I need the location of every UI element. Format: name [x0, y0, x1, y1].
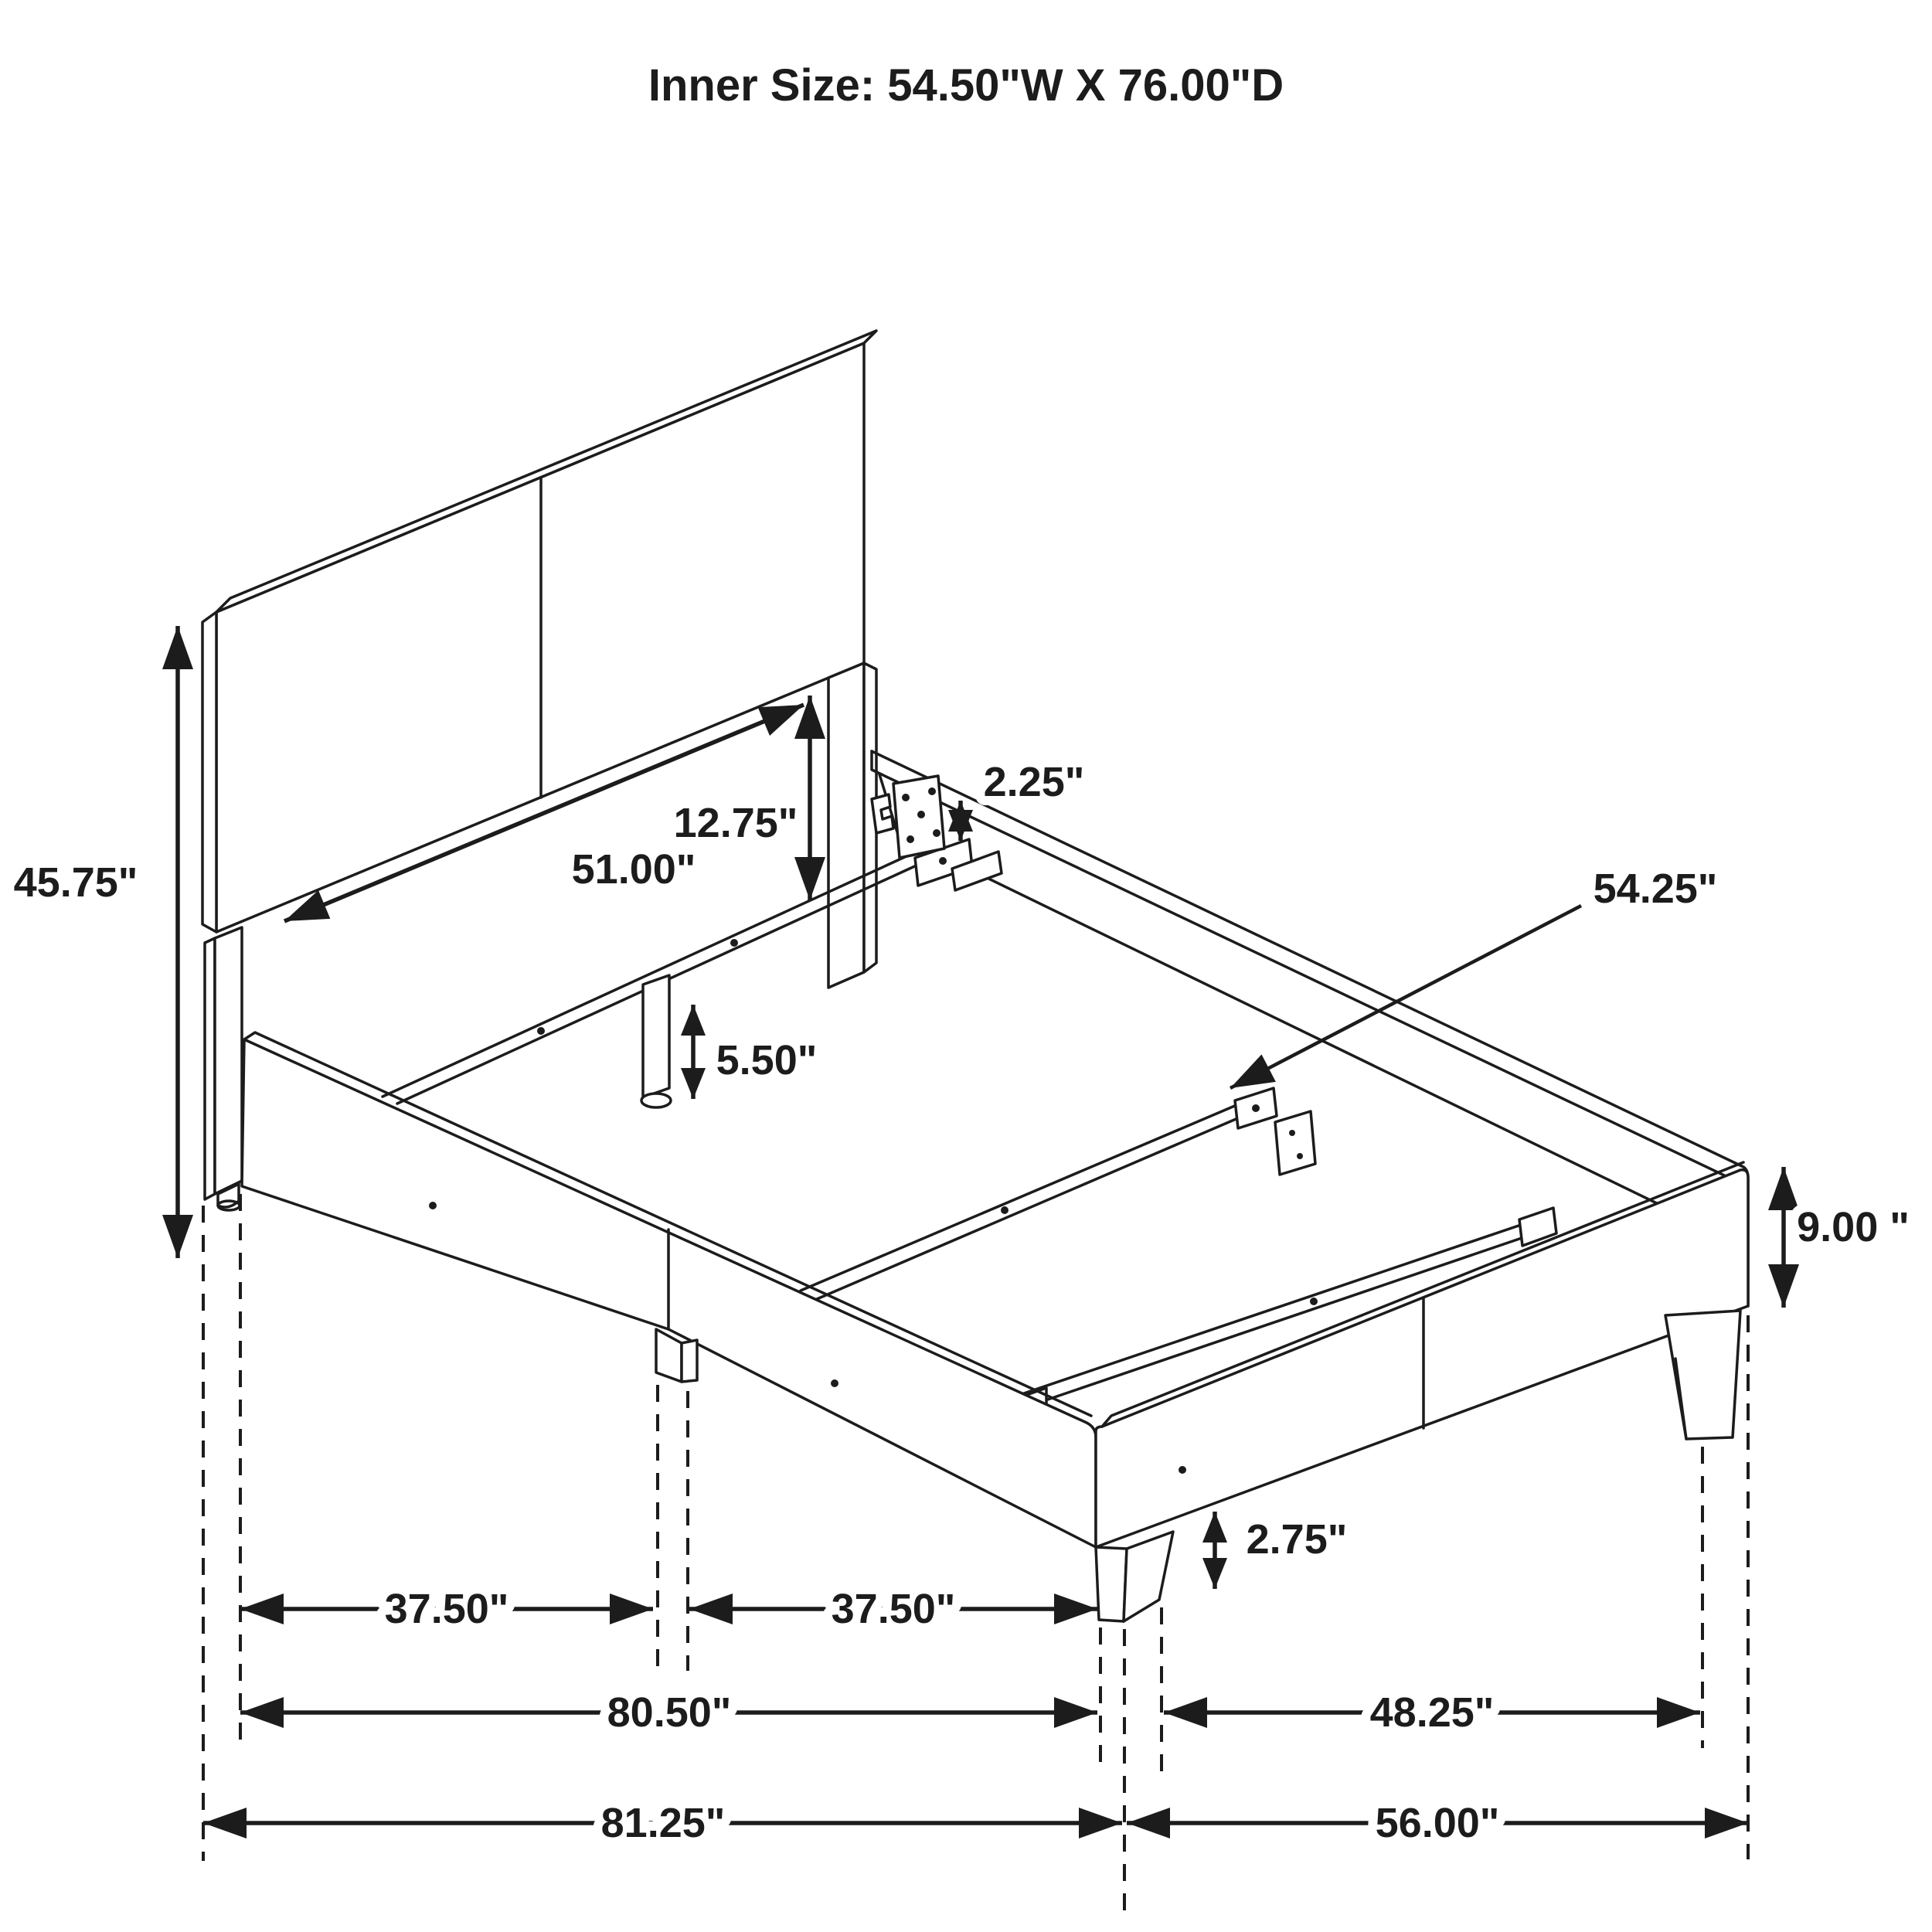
side-rail-hole-1	[429, 1202, 437, 1209]
center-leg-a-foot	[641, 1094, 671, 1107]
side-rail-hole-2	[831, 1379, 838, 1387]
slat-b-top-edge	[801, 1105, 1236, 1291]
dim-label-foot-leg: 2.75"	[1246, 1516, 1348, 1563]
dim-label-overall-width: 56.00"	[1375, 1800, 1500, 1846]
dim-label-rail-height: 9.00 "	[1797, 1204, 1910, 1250]
dim-label-foot-span: 48.25"	[1369, 1689, 1495, 1736]
joint-leg-side	[682, 1340, 697, 1382]
slat-b-bottom-edge	[811, 1117, 1240, 1301]
bracket-hook	[872, 794, 893, 833]
dim-label-slat-length: 54.25"	[1593, 866, 1718, 912]
inner-size-title: Inner Size: 54.50"W X 76.00"D	[648, 60, 1284, 111]
dim-label-panel-width: 51.00"	[571, 846, 696, 893]
headboard-left-leg-side	[205, 938, 215, 1199]
slat-a-hole-2	[730, 939, 738, 947]
bracket-screw-1	[902, 794, 910, 801]
center-leg-a	[643, 975, 669, 1097]
dim-label-center-leg: 5.50"	[716, 1037, 818, 1083]
dim-label-headboard-height: 45.75"	[13, 859, 138, 906]
front-foot-leg-front	[1096, 1547, 1127, 1621]
dim-label-rail-section-front: 37.50"	[384, 1586, 509, 1632]
foot-rail-face	[1096, 1170, 1748, 1547]
front-foot-leg-side	[1124, 1532, 1173, 1621]
slat-a-hole-1	[537, 1027, 545, 1035]
dim-label-frame-length: 80.50"	[607, 1689, 732, 1736]
headboard-left-leg-front	[215, 927, 242, 1194]
dim-label-rail-section-rear: 37.50"	[831, 1586, 956, 1632]
foot-rail-hole	[1179, 1466, 1186, 1474]
headboard-right-leg-front	[828, 663, 864, 988]
bracket-screw-4	[933, 829, 940, 837]
headboard-panel-left-edge	[202, 612, 216, 932]
slat-b-bracket-screw-1	[1289, 1130, 1295, 1136]
foot-rail	[1096, 1162, 1748, 1547]
slat-a-end-hole	[939, 857, 947, 865]
dim-label-overall-length: 81.25"	[600, 1800, 726, 1846]
slat-b-hole	[1001, 1206, 1009, 1214]
leader-line-slat-length	[1230, 906, 1581, 1088]
slat-b-bracket-plate	[1275, 1111, 1315, 1175]
slat-b-bracket-screw-2	[1297, 1153, 1303, 1159]
bracket-screw-2	[928, 787, 936, 795]
slat-b-end-hole	[1252, 1104, 1260, 1112]
bracket-screw-3	[906, 835, 914, 843]
front-side-rail	[242, 1032, 1096, 1547]
dim-label-panel-drop: 12.75"	[673, 800, 798, 846]
dim-label-bracket-gap: 2.25"	[983, 759, 1085, 805]
bracket-screw-5	[917, 811, 925, 818]
joint-leg-front	[656, 1329, 682, 1382]
slat-c-hole	[1310, 1298, 1318, 1305]
